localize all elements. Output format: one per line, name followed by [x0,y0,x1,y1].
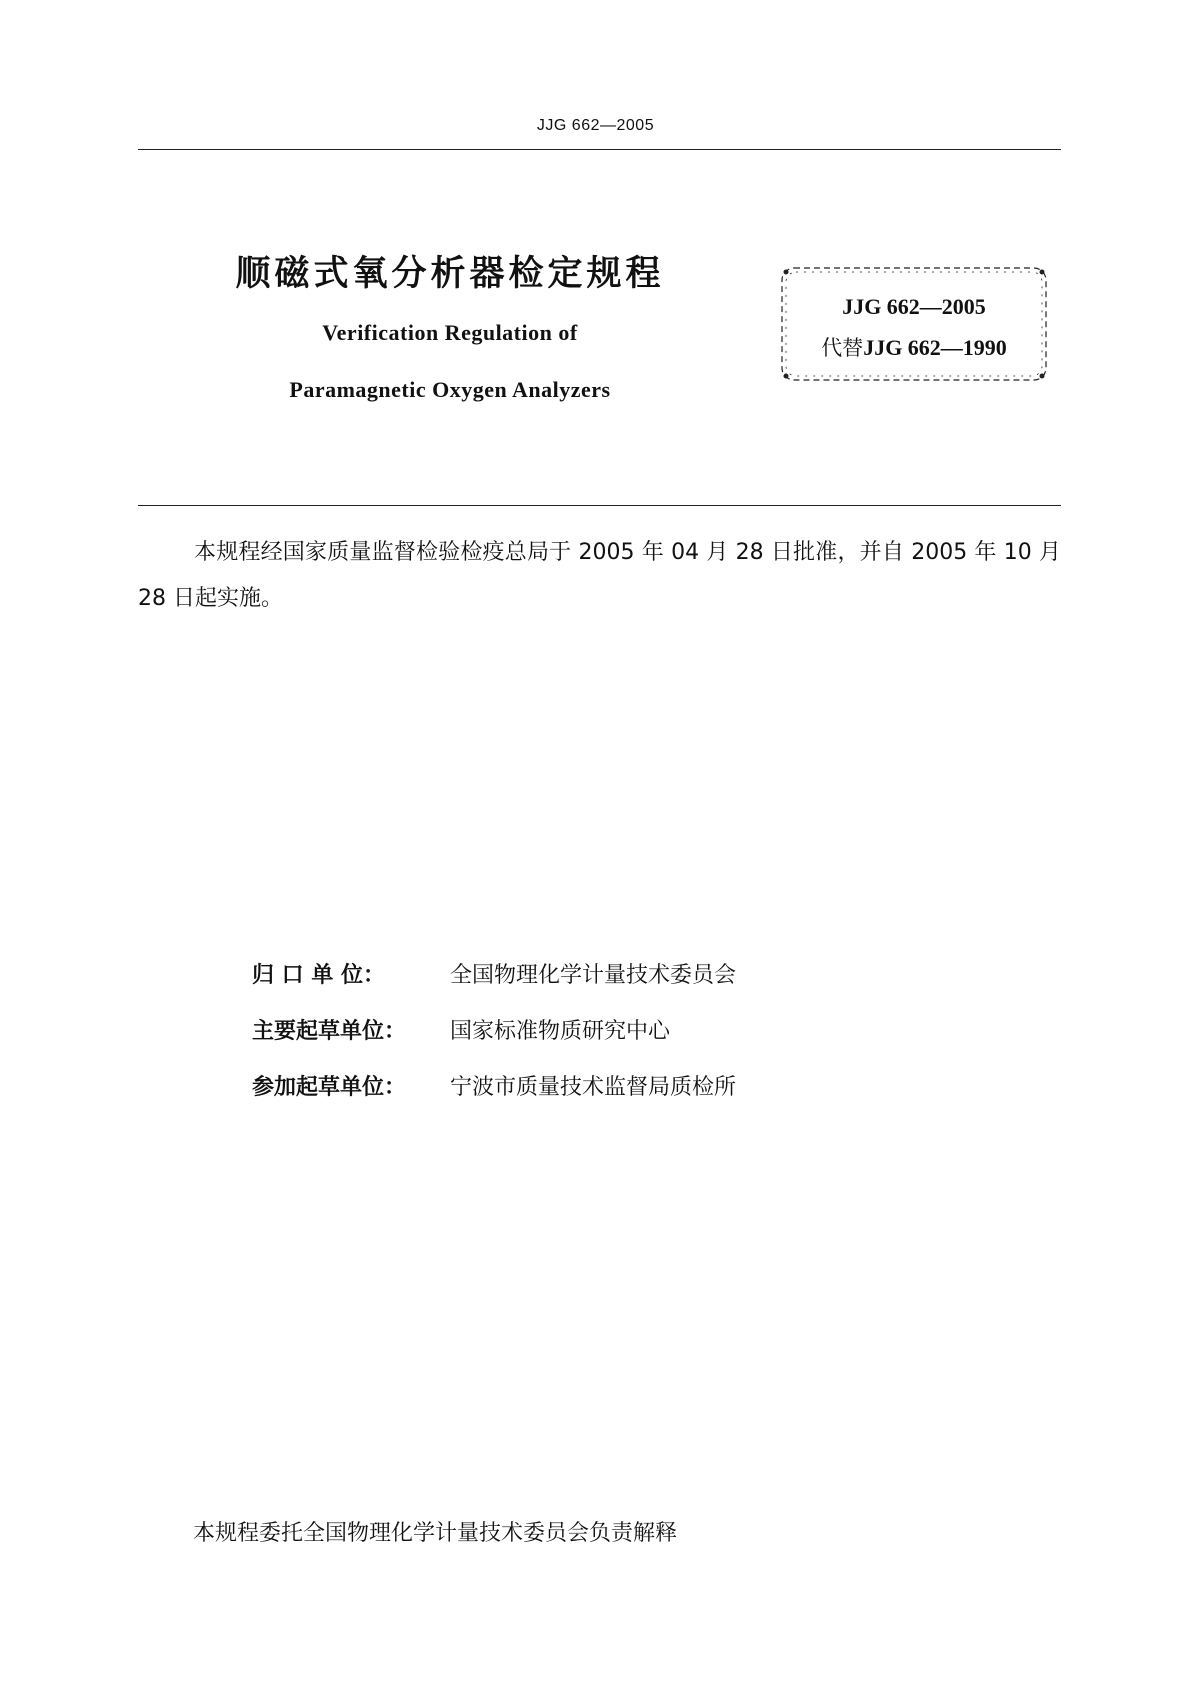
org-responsible-label: 归 口 单 位： [252,963,385,988]
org-participating-drafter [252,1070,736,1110]
org-participating-drafter-label: 参加起草单位： [252,1075,407,1100]
title-english-line-2: Paramagnetic Oxygen Analyzers [289,377,611,402]
replaces-number: JJG 662—1990 [863,335,1007,360]
replaces-line [778,332,1050,362]
standard-number-box [778,264,1050,384]
org-main-drafter [252,1014,670,1054]
approval-statement: 本规程经国家质量监督检验检疫总局于 2005 年 04 月 28 日批准，并自 2005 年 10 月 28 日起实施。 [138,540,1061,611]
org-participating-drafter-value: 宁波市质量技术监督局质检所 [450,1075,737,1100]
title-english-line-1: Verification Regulation of [322,320,578,345]
standard-number: JJG 662—2005 [842,294,986,319]
org-responsible-value: 全国物理化学计量技术委员会 [450,963,737,988]
replaces-prefix: 代替 [821,336,864,360]
title-chinese: 顺磁式氧分析器检定规程 [235,254,665,294]
org-responsible [252,958,736,998]
decorative-border [778,264,1050,384]
org-main-drafter-value: 国家标准物质研究中心 [450,1019,671,1044]
org-main-drafter-label: 主要起草单位： [252,1019,407,1044]
running-header: JJG 662—2005 [536,117,655,134]
header-rule [138,149,1061,150]
section-rule [138,505,1061,506]
interpretation-note: 本规程委托全国物理化学计量技术委员会负责解释 [193,1521,678,1546]
